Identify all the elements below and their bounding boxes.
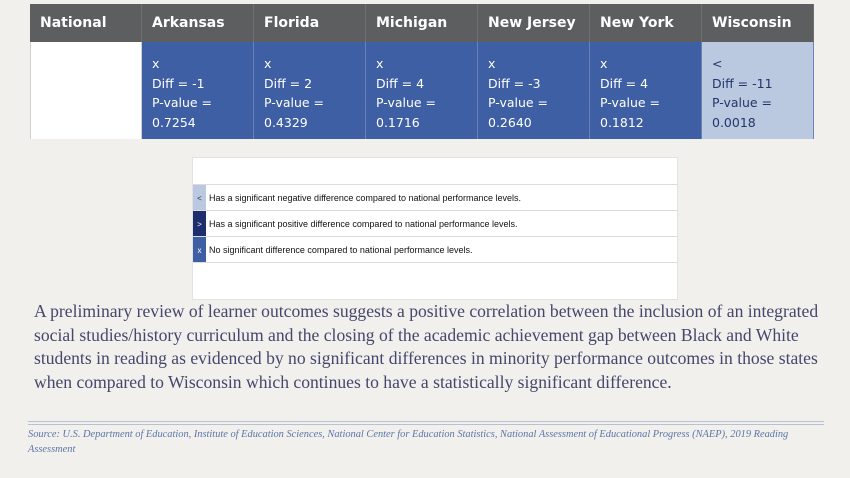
significance-symbol: x: [264, 56, 272, 71]
divider-line: [28, 424, 824, 425]
state-cell-new-jersey: [478, 42, 590, 139]
pvalue-value: 0.1812: [600, 114, 644, 130]
diff-value: Diff = 2: [264, 75, 313, 91]
state-cell-florida: [254, 42, 366, 139]
significance-symbol: x: [600, 56, 608, 71]
legend-swatch-no-difference: x: [193, 237, 206, 263]
diff-value: Diff = 4: [376, 75, 425, 91]
column-header-new-jersey: New Jersey: [478, 4, 590, 42]
significance-symbol: x: [152, 56, 160, 71]
pvalue-label: P-value =: [376, 95, 437, 110]
national-cell: [30, 42, 142, 139]
pvalue-label: P-value =: [264, 95, 325, 110]
pvalue-value: 0.7254: [152, 114, 196, 130]
pvalue-label: P-value =: [712, 95, 773, 110]
diff-value: Diff = -1: [152, 75, 205, 91]
summary-paragraph: A preliminary review of learner outcomes suggests a positive correlation between the inclusion of an integrated social studies/history curriculum and the closing of the academic achievement gap between Black and White students in reading as evidenced by no significant differences in minority performance outcomes in those states when compared to Wisconsin which continues to have a statistically significant difference.: [34, 301, 819, 392]
pvalue-label: P-value =: [600, 95, 661, 110]
significance-symbol: <: [712, 56, 723, 71]
legend-text: Has a significant negative difference compared to national performance levels.: [209, 193, 522, 203]
pvalue-label: P-value =: [488, 95, 549, 110]
state-comparison-table: [30, 4, 814, 139]
divider-line: [28, 421, 824, 422]
legend-item-positive: [193, 210, 677, 237]
state-cell-michigan: [366, 42, 478, 139]
pvalue-value: 0.0018: [712, 114, 756, 130]
state-cell-new-york: [590, 42, 702, 139]
pvalue-value: 0.1716: [376, 114, 420, 130]
column-header-michigan: Michigan: [366, 4, 478, 42]
legend-swatch-negative: <: [193, 185, 206, 211]
significance-legend: [192, 157, 678, 300]
column-header-new-york: New York: [590, 4, 702, 42]
diff-value: Diff = -11: [712, 75, 773, 91]
significance-symbol: x: [488, 56, 496, 71]
legend-text: No significant difference compared to national performance levels.: [209, 245, 473, 255]
legend-text: Has a significant positive difference compared to national performance levels.: [209, 219, 518, 229]
column-header-wisconsin: Wisconsin: [702, 4, 814, 42]
pvalue-value: 0.2640: [488, 114, 532, 130]
legend-item-negative: [193, 184, 677, 211]
diff-value: Diff = 4: [600, 75, 649, 91]
legend-item-no-difference: [193, 236, 677, 263]
source-citation: Source: U.S. Department of Education, Institute of Education Sciences, National Center for Education Statistics, National Assessment of Educational Progress (NAEP), 2019 Reading Assessment: [28, 429, 789, 455]
diff-value: Diff = -3: [488, 75, 541, 91]
legend-swatch-positive: >: [193, 211, 206, 237]
state-cell-wisconsin: [702, 42, 814, 139]
state-cell-arkansas: [142, 42, 254, 139]
column-header-national: National: [30, 4, 142, 42]
pvalue-label: P-value =: [152, 95, 213, 110]
significance-symbol: x: [376, 56, 384, 71]
legend-divider: [193, 262, 677, 263]
column-header-arkansas: Arkansas: [142, 4, 254, 42]
column-header-florida: Florida: [254, 4, 366, 42]
pvalue-value: 0.4329: [264, 114, 308, 130]
